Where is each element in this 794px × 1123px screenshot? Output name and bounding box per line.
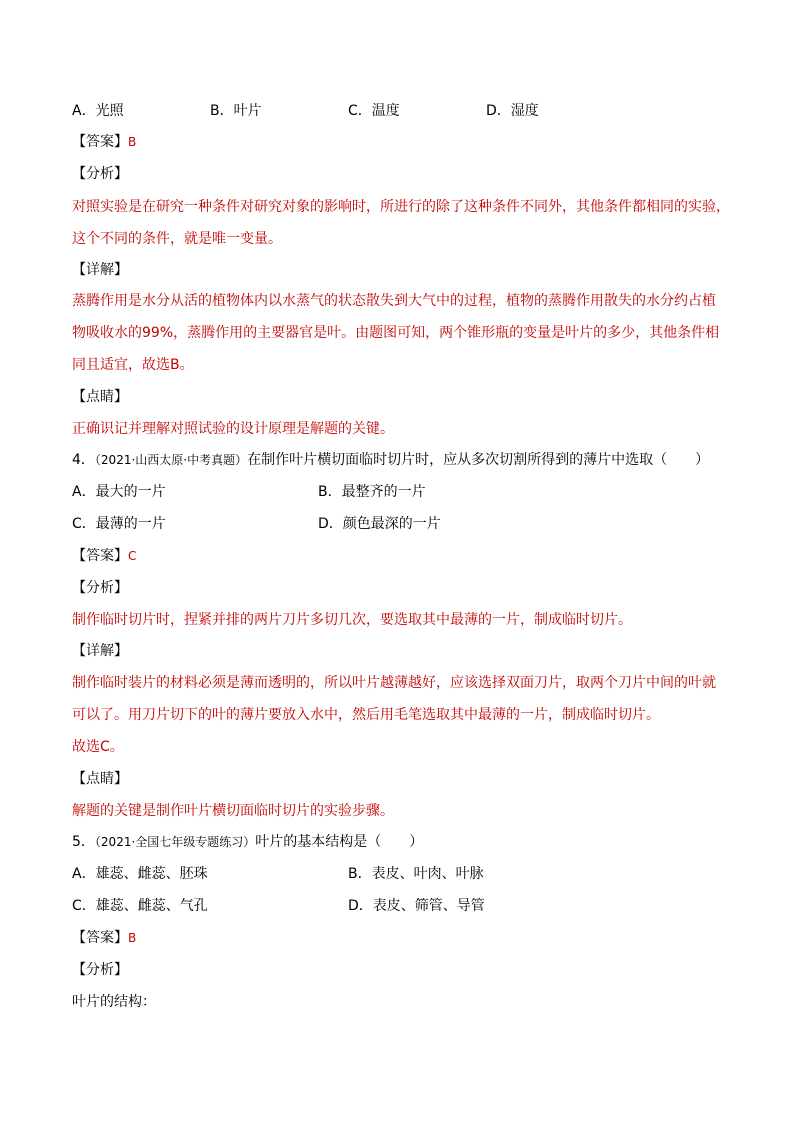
question-number: 4． <box>72 452 95 468</box>
answer-value: B <box>128 931 137 945</box>
q3-comment-line: 正确识记并理解对照试验的设计原理是解题的关键。 <box>72 421 394 437</box>
answer-tag: 【答案】 <box>72 548 128 564</box>
q4-stem <box>72 450 709 470</box>
q5-analysis-tag: 【分析】 <box>72 962 128 978</box>
q5-analysis-line: 叶片的结构： <box>72 994 156 1010</box>
answer-value: B <box>128 135 137 149</box>
q4-option-b: B．最整齐的一片 <box>318 484 426 500</box>
q3-detail-tag: 【详解】 <box>72 262 128 278</box>
answer-tag: 【答案】 <box>72 134 128 150</box>
q4-comment-line: 解题的关键是制作叶片横切面临时切片的实验步骤。 <box>72 803 394 819</box>
q3-comment-tag: 【点睛】 <box>72 389 128 405</box>
q4-detail-line-1: 制作临时装片的材料必须是薄而透明的，所以叶片越薄越好，应该选择双面刀片，取两个刀片中间的叶就 <box>72 675 716 691</box>
question-source: （2021·全国七年级专题练习） <box>94 835 256 849</box>
q4-comment-tag: 【点睛】 <box>72 771 128 787</box>
q3-detail-line-3: 同且适宜，故选B。 <box>72 357 194 373</box>
q3-option-b: B．叶片 <box>210 103 262 119</box>
q5-option-c: C．雄蕊、雌蕊、气孔 <box>72 898 208 914</box>
q5-option-d: D．表皮、筛管、导管 <box>348 898 485 914</box>
q4-option-a: A．最大的一片 <box>72 484 166 500</box>
question-text: 在制作叶片横切面临时切片时，应从多次切割所得到的薄片中选取（ ） <box>247 452 710 468</box>
q4-answer <box>72 546 136 566</box>
q5-stem <box>72 832 423 852</box>
q5-option-a: A．雄蕊、雌蕊、胚珠 <box>72 866 208 882</box>
q3-option-c: C．温度 <box>348 103 400 119</box>
question-source: （2021·山西太原·中考真题） <box>94 453 248 467</box>
q5-option-b: B．表皮、叶肉、叶脉 <box>348 866 484 882</box>
q4-analysis-line: 制作临时切片时，捏紧并排的两片刀片多切几次，要选取其中最薄的一片，制成临时切片。 <box>72 612 632 628</box>
answer-tag: 【答案】 <box>72 930 128 946</box>
q4-detail-line-3: 故选C。 <box>72 739 124 755</box>
q3-analysis-tag: 【分析】 <box>72 166 128 182</box>
q5-answer <box>72 928 136 948</box>
q3-detail-line-2: 物吸收水的99%，蒸腾作用的主要器官是叶。由题图可知，两个锥形瓶的变量是叶片的多少，其他条件相 <box>72 325 720 341</box>
q3-option-d: D．湿度 <box>486 103 539 119</box>
q4-analysis-tag: 【分析】 <box>72 580 128 596</box>
question-number: 5． <box>72 834 95 850</box>
q4-option-c: C．最薄的一片 <box>72 516 166 532</box>
q3-analysis-line-2: 这个不同的条件，就是唯一变量。 <box>72 231 282 247</box>
question-text: 叶片的基本结构是（ ） <box>255 834 424 850</box>
q4-detail-line-2: 可以了。用刀片切下的叶的薄片要放入水中，然后用毛笔选取其中最薄的一片，制成临时切片。 <box>72 707 660 723</box>
q3-detail-line-1: 蒸腾作用是水分从活的植物体内以水蒸气的状态散失到大气中的过程，植物的蒸腾作用散失的水分约占植 <box>72 293 716 309</box>
q3-answer <box>72 132 136 152</box>
q4-detail-tag: 【详解】 <box>72 643 128 659</box>
q3-option-a: A．光照 <box>72 103 124 119</box>
q3-analysis-line-1: 对照实验是在研究一种条件对研究对象的影响时，所进行的除了这种条件不同外，其他条件都相同的实验， <box>72 199 730 215</box>
answer-value: C <box>128 549 137 563</box>
q4-option-d: D．颜色最深的一片 <box>318 516 441 532</box>
